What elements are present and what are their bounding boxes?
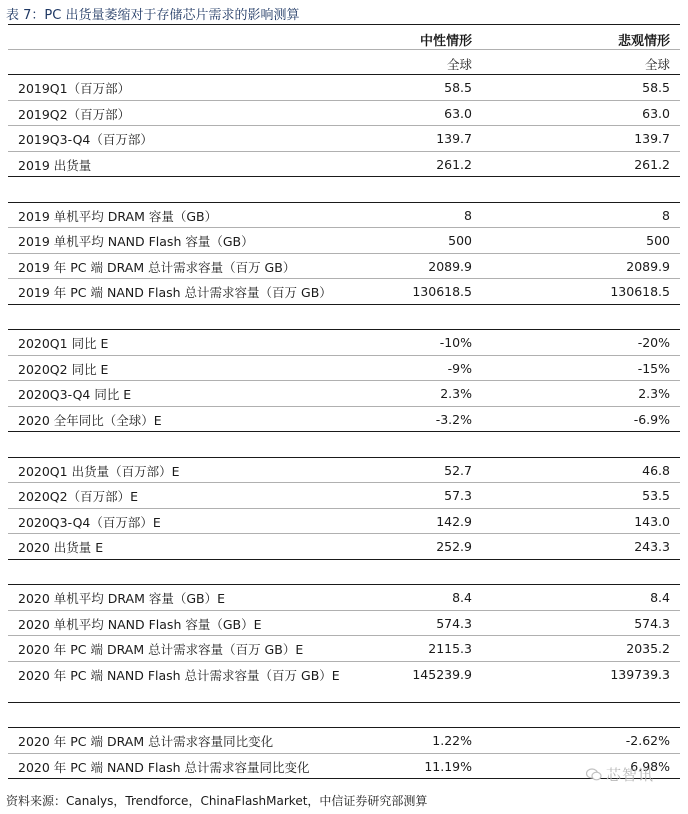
table-spacer-row [8,305,680,331]
table-spacer-row [8,560,680,586]
table-spacer-row [8,177,680,203]
pessimistic-value: 2.3% [638,386,670,401]
neutral-value: 130618.5 [412,284,472,299]
table-row [8,381,680,407]
row-label: 2019 出货量 [18,157,92,173]
row-label: 2020 单机平均 DRAM 容量（GB）E [18,591,226,606]
table-row [8,611,680,637]
table-row [8,636,680,662]
table-row [8,728,680,754]
table-row [8,585,680,611]
table-header-row [8,24,680,50]
table-subheader-row [8,50,680,76]
row-label: 2020 年 PC 端 NAND Flash 总计需求容量同比变化 [18,759,310,775]
neutral-value: 57.3 [444,488,472,503]
row-label: 2020 单机平均 NAND Flash 容量（GB）E [18,616,262,632]
row-label: 2019 单机平均 NAND Flash 容量（GB） [18,234,254,249]
table-row [8,279,680,305]
row-label: 2019 单机平均 DRAM 容量（GB） [18,208,218,224]
table-row [8,509,680,535]
pessimistic-value: 500 [646,233,670,248]
row-label: 2020 出货量 E [18,540,104,555]
neutral-value: 2089.9 [428,258,472,274]
neutral-value: -10% [439,335,472,350]
pessimistic-value: 130618.5 [610,284,670,299]
neutral-value: 252.9 [436,539,472,554]
neutral-value: 1.22% [432,733,472,748]
neutral-value: 8 [464,207,472,223]
pessimistic-value: 139.7 [634,131,670,146]
row-label: 2020Q3-Q4（百万部）E [18,514,161,530]
neutral-value: 500 [448,233,472,248]
pessimistic-value: 2035.2 [626,641,670,656]
neutral-value: -9% [447,360,472,376]
table-row [8,483,680,509]
wechat-watermark-icon [586,768,602,781]
neutral-value: 8.4 [452,590,472,605]
row-label: 2020Q2（百万部）E [18,489,139,504]
pessimistic-value: 6.98% [630,758,670,774]
row-label: 2020 全年同比（全球）E [18,412,162,428]
row-label: 2020Q3-Q4 同比 E [18,387,132,402]
table-row [8,75,680,101]
row-label: 2020 年 PC 端 DRAM 总计需求容量同比变化 [18,734,274,749]
row-label: 2020 年 PC 端 NAND Flash 总计需求容量（百万 GB）E [18,667,340,683]
table-row [8,254,680,280]
table-row [8,101,680,127]
neutral-value: -3.2% [435,411,472,427]
row-label: 2020 年 PC 端 DRAM 总计需求容量（百万 GB）E [18,642,304,657]
table-spacer-row [8,703,680,729]
pessimistic-value: 143.0 [634,513,670,529]
pessimistic-value: 574.3 [634,615,670,631]
neutral-value: 145239.9 [412,666,472,682]
pessimistic-value: -20% [637,335,670,350]
neutral-value: 58.5 [444,80,472,95]
neutral-value: 63.0 [444,105,472,121]
table-spacer-row [8,432,680,458]
table-row [8,662,680,703]
table-row [8,754,680,780]
table-row [8,126,680,152]
pessimistic-value: 8.4 [650,590,670,605]
neutral-value: 139.7 [436,131,472,146]
subheader-neutral-region: 全球 [446,56,472,72]
table-row [8,534,680,560]
row-label: 2019Q3-Q4（百万部） [18,132,153,147]
row-label: 2020Q2 同比 E [18,361,109,377]
table-caption: 表 7：PC 出货量萎缩对于存储芯片需求的影响测算 [6,8,300,23]
pessimistic-value: 46.8 [642,462,670,478]
neutral-value: 2.3% [440,386,472,401]
row-label: 2020Q1 同比 E [18,336,109,351]
table-row [8,203,680,229]
table-body [8,75,680,779]
row-label: 2019 年 PC 端 DRAM 总计需求容量（百万 GB） [18,259,296,275]
pessimistic-value: -15% [637,360,670,376]
pessimistic-value: -2.62% [625,733,670,748]
neutral-value: 2115.3 [428,641,472,656]
data-table [8,24,680,779]
pessimistic-value: -6.9% [633,411,670,427]
table-row [8,228,680,254]
pessimistic-value: 261.2 [634,156,670,172]
pessimistic-value: 58.5 [642,80,670,95]
neutral-value: 11.19% [424,758,472,774]
pessimistic-value: 2089.9 [626,258,670,274]
neutral-value: 261.2 [436,156,472,172]
neutral-value: 52.7 [444,462,472,478]
pessimistic-value: 243.3 [634,539,670,554]
table-row [8,152,680,178]
row-label: 2019 年 PC 端 NAND Flash 总计需求容量（百万 GB） [18,285,332,300]
table-row [8,330,680,356]
pessimistic-value: 63.0 [642,105,670,121]
column-header-neutral: 中性情形 [419,34,472,49]
row-label: 2019Q2（百万部） [18,106,131,122]
pessimistic-value: 8 [662,207,670,223]
neutral-value: 142.9 [436,513,472,529]
row-label: 2019Q1（百万部） [18,81,131,96]
pessimistic-value: 139739.3 [610,666,670,682]
pessimistic-value: 53.5 [642,488,670,503]
table-row [8,458,680,484]
row-label: 2020Q1 出货量（百万部）E [18,463,180,479]
table-row [8,407,680,433]
subheader-pessimistic-region: 全球 [644,56,670,72]
column-header-pessimistic: 悲观情形 [617,34,670,49]
source-note: 资料来源：Canalys，Trendforce，ChinaFlashMarket，中信证券研究部测算 [6,794,428,808]
watermark-text: 芯智讯 [606,766,655,784]
neutral-value: 574.3 [436,615,472,631]
table-row [8,356,680,382]
